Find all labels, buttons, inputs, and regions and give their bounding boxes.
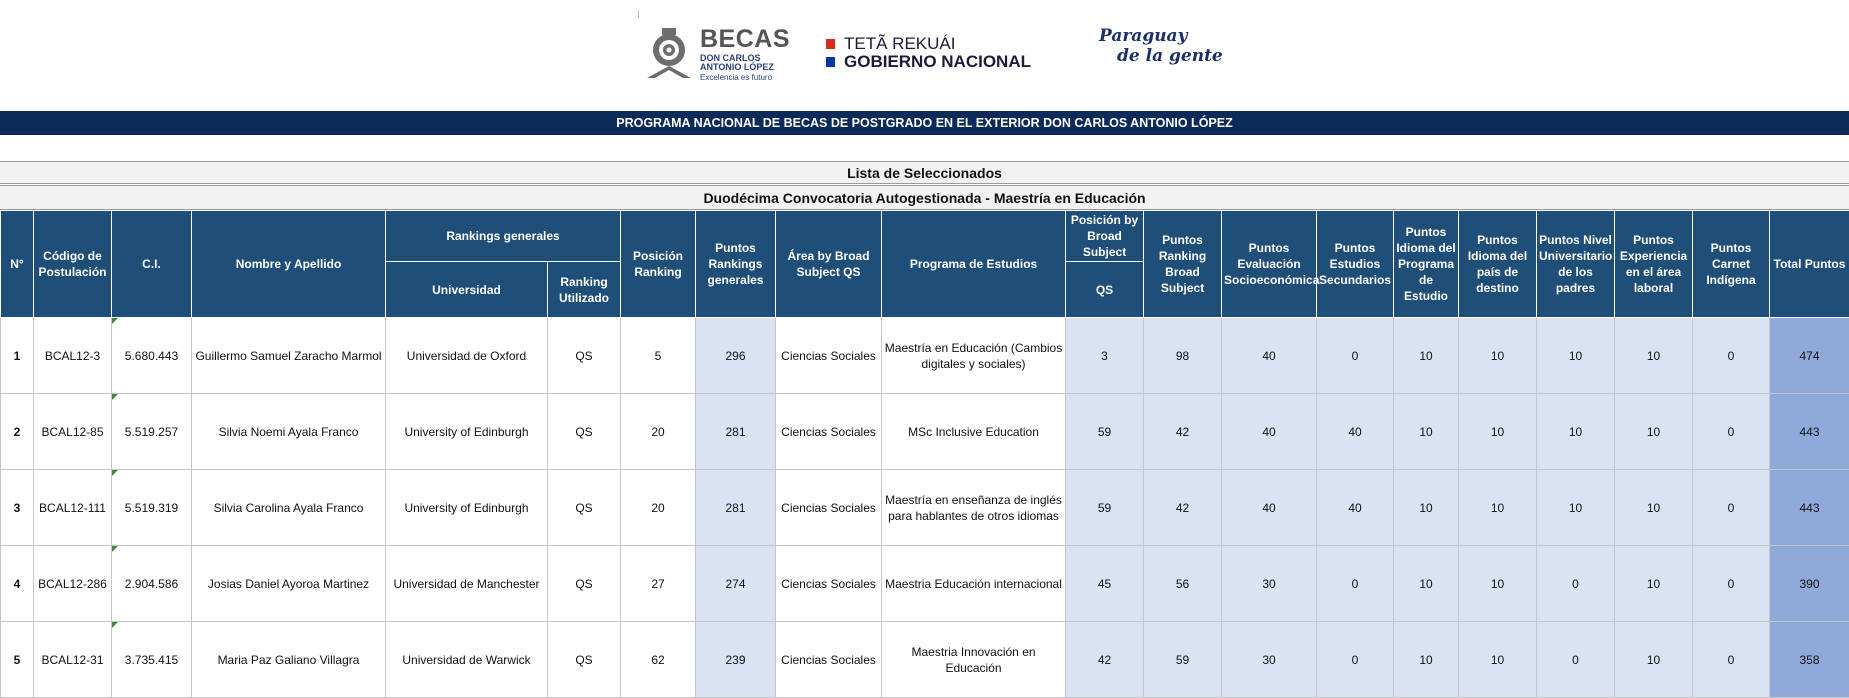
cell-posicion-broad-text: 59 xyxy=(1097,500,1112,515)
cell-ci xyxy=(112,470,192,546)
cell-idioma-programa-text: 10 xyxy=(1419,652,1433,667)
cell-puntos-rankings-text: 281 xyxy=(725,424,746,439)
header-no: N° xyxy=(1,211,34,318)
cell-idioma-programa xyxy=(1394,546,1459,622)
cell-idioma-pais-text: 10 xyxy=(1490,424,1505,439)
cell-universidad xyxy=(386,546,548,622)
header-ranking-utilizado: Ranking Utilizado xyxy=(548,262,621,318)
cell-puntos-rankings xyxy=(696,470,776,546)
cell-experiencia-text: 10 xyxy=(1646,348,1661,363)
header-experiencia: Puntos Experiencia en el área laboral xyxy=(1615,211,1693,318)
cell-nivel-univ-text: 10 xyxy=(1568,500,1583,515)
cell-posicion-broad xyxy=(1066,318,1144,394)
cell-eval-socio-text: 40 xyxy=(1262,424,1276,439)
cell-codigo xyxy=(34,622,112,698)
cell-posicion-ranking xyxy=(621,394,696,470)
cell-puntos-rankings xyxy=(696,622,776,698)
header-carnet: Puntos Carnet Indígena xyxy=(1693,211,1770,318)
cell-ranking-utilizado-text: QS xyxy=(575,652,593,667)
cell-ci-text: 5.519.257 xyxy=(124,424,179,439)
cell-puntos-rankings xyxy=(696,546,776,622)
cell-posicion-broad-text: 45 xyxy=(1097,576,1112,591)
cell-puntos-rankings xyxy=(696,394,776,470)
cell-idioma-programa xyxy=(1394,318,1459,394)
cell-programa xyxy=(882,622,1066,698)
cell-total-text: 358 xyxy=(1799,652,1820,667)
cell-idioma-programa-text: 10 xyxy=(1419,424,1433,439)
cell-idioma-pais xyxy=(1459,470,1537,546)
cell-experiencia xyxy=(1615,470,1693,546)
cell-no xyxy=(1,622,34,698)
cell-total xyxy=(1770,394,1849,470)
cell-nombre xyxy=(192,394,386,470)
cell-nombre-text: Silvia Carolina Ayala Franco xyxy=(213,500,364,515)
cell-codigo xyxy=(34,318,112,394)
cell-codigo xyxy=(34,470,112,546)
cell-total xyxy=(1770,622,1849,698)
cell-estudios-sec-text: 40 xyxy=(1348,500,1362,515)
cell-eval-socio xyxy=(1222,318,1317,394)
cell-puntos-broad-text: 56 xyxy=(1175,576,1190,591)
cell-puntos-rankings xyxy=(696,318,776,394)
cell-ci xyxy=(112,546,192,622)
cell-idioma-pais xyxy=(1459,394,1537,470)
cell-experiencia-text: 10 xyxy=(1646,500,1661,515)
cell-nivel-univ-text: 0 xyxy=(1572,576,1579,591)
cell-posicion-ranking xyxy=(621,546,696,622)
cell-area-text: Ciencias Sociales xyxy=(781,348,876,363)
cell-puntos-rankings-text: 239 xyxy=(725,652,746,667)
cell-nivel-univ-text: 0 xyxy=(1572,652,1579,667)
cell-estudios-sec xyxy=(1317,622,1394,698)
cell-posicion-ranking-text: 62 xyxy=(651,652,665,667)
cell-nombre xyxy=(192,622,386,698)
cell-area xyxy=(776,622,882,698)
cell-programa-text: Maestria Educación internacional xyxy=(885,576,1062,591)
cell-idioma-pais-text: 10 xyxy=(1490,576,1505,591)
cell-posicion-broad-text: 3 xyxy=(1101,348,1108,363)
becas-logo xyxy=(645,24,791,82)
cell-programa xyxy=(882,394,1066,470)
comment-flag-icon xyxy=(112,622,118,628)
cell-total xyxy=(1770,546,1849,622)
cell-experiencia-text: 10 xyxy=(1646,652,1661,667)
cell-no xyxy=(1,318,34,394)
list-title: Lista de Seleccionados xyxy=(0,161,1849,184)
cell-nombre xyxy=(192,546,386,622)
table-row xyxy=(1,318,1849,394)
cell-ranking-utilizado xyxy=(548,394,621,470)
comment-flag-icon xyxy=(112,394,118,400)
becas-tagline: Excelencia es futuro xyxy=(700,73,773,82)
header-nivel-univ: Puntos Nivel Universitario de los padres xyxy=(1537,211,1615,318)
cell-area xyxy=(776,318,882,394)
cell-nombre-text: Guillermo Samuel Zaracho Marmol xyxy=(195,348,382,363)
header-estudios-sec: Puntos Estudios Secundarios xyxy=(1317,211,1394,318)
cell-puntos-broad xyxy=(1144,622,1222,698)
header-idioma-pais: Puntos Idioma del país de destino xyxy=(1459,211,1537,318)
cell-idioma-programa xyxy=(1394,470,1459,546)
cell-puntos-broad xyxy=(1144,394,1222,470)
cell-codigo-text: BCAL12-111 xyxy=(39,500,106,515)
table-row xyxy=(1,622,1849,698)
cell-programa xyxy=(882,546,1066,622)
cell-universidad xyxy=(386,622,548,698)
becas-title: BECAS xyxy=(700,25,791,53)
cell-universidad-text: University of Edinburgh xyxy=(404,424,529,439)
cell-eval-socio-text: 30 xyxy=(1262,652,1276,667)
py-line-2: de la gente xyxy=(1117,46,1223,66)
cell-area-text: Ciencias Sociales xyxy=(781,576,876,591)
cell-no xyxy=(1,394,34,470)
cell-no-text: 2 xyxy=(13,424,21,439)
cell-puntos-broad-text: 42 xyxy=(1175,500,1190,515)
cell-posicion-broad xyxy=(1066,470,1144,546)
cell-universidad-text: Universidad de Manchester xyxy=(393,576,540,591)
cell-ci-text: 5.680.443 xyxy=(124,348,179,363)
cell-carnet-text: 0 xyxy=(1727,500,1735,515)
cell-experiencia xyxy=(1615,394,1693,470)
cell-no-text: 3 xyxy=(13,500,21,515)
header-posicion-broad: Posición by Broad Subject xyxy=(1066,211,1144,262)
cell-programa xyxy=(882,470,1066,546)
cell-ci-text: 5.519.319 xyxy=(124,500,179,515)
cell-carnet xyxy=(1693,622,1770,698)
cell-programa-text: Maestría en Educación (Cambios digitales y sociales) xyxy=(884,340,1063,371)
cell-universidad xyxy=(386,470,548,546)
cell-total xyxy=(1770,318,1849,394)
header-area: Área by Broad Subject QS xyxy=(776,211,882,318)
cell-idioma-programa xyxy=(1394,622,1459,698)
cell-area xyxy=(776,394,882,470)
cell-experiencia-text: 10 xyxy=(1646,424,1661,439)
table-row xyxy=(1,394,1849,470)
cell-posicion-broad xyxy=(1066,622,1144,698)
cell-experiencia-text: 10 xyxy=(1646,576,1661,591)
cell-idioma-pais-text: 10 xyxy=(1490,652,1505,667)
becas-subtitle-2: ANTONIO LÓPEZ xyxy=(700,62,774,72)
cell-codigo-text: BCAL12-286 xyxy=(38,576,107,591)
cell-total xyxy=(1770,470,1849,546)
cell-ranking-utilizado-text: QS xyxy=(575,500,593,515)
cell-posicion-ranking xyxy=(621,622,696,698)
cell-programa-text: Maestría en enseñanza de inglés para hablantes de otros idiomas xyxy=(885,492,1062,523)
comment-flag-icon xyxy=(112,546,118,552)
cell-posicion-broad xyxy=(1066,546,1144,622)
cell-carnet xyxy=(1693,470,1770,546)
becas-subtitle-1: DON CARLOS xyxy=(700,53,761,63)
cell-carnet xyxy=(1693,394,1770,470)
cell-area-text: Ciencias Sociales xyxy=(781,652,876,667)
comment-flag-icon xyxy=(112,470,118,476)
cell-codigo-text: BCAL12-3 xyxy=(44,348,101,363)
cell-carnet-text: 0 xyxy=(1727,652,1735,667)
cell-ci xyxy=(112,394,192,470)
selected-table xyxy=(0,210,1849,698)
cell-ci xyxy=(112,318,192,394)
cell-idioma-pais xyxy=(1459,622,1537,698)
cell-estudios-sec xyxy=(1317,470,1394,546)
cell-nombre xyxy=(192,318,386,394)
cell-idioma-programa-text: 10 xyxy=(1419,576,1433,591)
cell-nombre-text: Josias Daniel Ayoroa Martinez xyxy=(207,576,370,591)
cell-nombre-text: Silvia Noemi Ayala Franco xyxy=(218,424,359,439)
header-qs: QS xyxy=(1066,262,1144,318)
cell-idioma-pais xyxy=(1459,546,1537,622)
cell-codigo xyxy=(34,546,112,622)
cell-carnet-text: 0 xyxy=(1727,576,1735,591)
cell-ci-text: 3.735.415 xyxy=(124,652,179,667)
cell-puntos-broad-text: 98 xyxy=(1175,348,1190,363)
header-universidad: Universidad xyxy=(386,262,548,318)
cell-nombre xyxy=(192,470,386,546)
gov-line-2: GOBIERNO NACIONAL xyxy=(844,52,1031,71)
cell-posicion-ranking-text: 20 xyxy=(651,424,665,439)
cell-puntos-broad xyxy=(1144,318,1222,394)
header-ci: C.I. xyxy=(112,211,192,318)
cell-experiencia xyxy=(1615,318,1693,394)
cell-carnet-text: 0 xyxy=(1727,348,1735,363)
cell-ranking-utilizado-text: QS xyxy=(575,348,593,363)
blue-square-icon xyxy=(826,57,835,67)
call-title: Duodécima Convocatoria Autogestionada - Maestría en Educación xyxy=(0,185,1849,210)
cell-universidad xyxy=(386,394,548,470)
cell-eval-socio xyxy=(1222,470,1317,546)
cell-universidad-text: Universidad de Warwick xyxy=(402,652,531,667)
cell-posicion-broad xyxy=(1066,394,1144,470)
cell-no xyxy=(1,546,34,622)
cell-codigo-text: BCAL12-31 xyxy=(41,652,104,667)
logos-header xyxy=(0,0,1849,111)
cell-puntos-broad-text: 42 xyxy=(1175,424,1190,439)
cell-carnet xyxy=(1693,546,1770,622)
cell-posicion-ranking-text: 27 xyxy=(651,576,665,591)
cell-carnet xyxy=(1693,318,1770,394)
cell-eval-socio-text: 40 xyxy=(1262,500,1276,515)
cell-no-text: 1 xyxy=(13,348,21,363)
cell-area-text: Ciencias Sociales xyxy=(781,500,876,515)
header-posicion-ranking: Posición Ranking xyxy=(621,211,696,318)
cell-total-text: 390 xyxy=(1799,576,1820,591)
cell-ranking-utilizado-text: QS xyxy=(575,424,593,439)
table-row xyxy=(1,546,1849,622)
cell-puntos-rankings-text: 274 xyxy=(725,576,746,591)
cell-eval-socio-text: 30 xyxy=(1262,576,1276,591)
table-row xyxy=(1,470,1849,546)
comment-flag-icon xyxy=(112,318,118,324)
cell-estudios-sec-text: 0 xyxy=(1351,348,1359,363)
cell-posicion-broad-text: 59 xyxy=(1097,424,1112,439)
cell-estudios-sec-text: 0 xyxy=(1351,576,1359,591)
cell-puntos-rankings-text: 296 xyxy=(725,348,746,363)
cell-no-text: 4 xyxy=(13,576,21,591)
cell-total-text: 443 xyxy=(1799,424,1820,439)
cell-nivel-univ xyxy=(1537,394,1615,470)
cell-nombre-text: Maria Paz Galiano Villagra xyxy=(217,652,360,667)
cell-estudios-sec-text: 0 xyxy=(1351,652,1359,667)
cell-puntos-broad xyxy=(1144,470,1222,546)
cell-posicion-ranking-text: 5 xyxy=(654,348,662,363)
cell-idioma-programa xyxy=(1394,394,1459,470)
cell-eval-socio xyxy=(1222,622,1317,698)
cell-no xyxy=(1,470,34,546)
cell-experiencia xyxy=(1615,622,1693,698)
cell-nivel-univ-text: 10 xyxy=(1568,424,1583,439)
cell-experiencia xyxy=(1615,546,1693,622)
program-banner: PROGRAMA NACIONAL DE BECAS DE POSTGRADO EN EL EXTERIOR DON CARLOS ANTONIO LÓPEZ xyxy=(0,111,1849,135)
cell-total-text: 474 xyxy=(1799,348,1820,363)
paraguay-logo xyxy=(1099,26,1223,66)
cell-universidad-text: Universidad de Oxford xyxy=(406,348,527,363)
cell-eval-socio xyxy=(1222,394,1317,470)
cell-carnet-text: 0 xyxy=(1727,424,1735,439)
cell-ranking-utilizado-text: QS xyxy=(575,576,593,591)
cell-total-text: 443 xyxy=(1799,500,1820,515)
cell-area xyxy=(776,546,882,622)
cell-universidad xyxy=(386,318,548,394)
header-total: Total Puntos xyxy=(1770,211,1849,318)
gobierno-logo xyxy=(826,35,1031,71)
cell-idioma-pais-text: 10 xyxy=(1490,500,1505,515)
cell-posicion-ranking xyxy=(621,470,696,546)
cell-estudios-sec-text: 40 xyxy=(1348,424,1362,439)
cell-programa-text: Maestria Innovación en Educación xyxy=(911,644,1036,675)
cell-estudios-sec xyxy=(1317,546,1394,622)
cell-area-text: Ciencias Sociales xyxy=(781,424,876,439)
header-rankings-generales: Rankings generales xyxy=(386,211,621,262)
locomotive-emblem-icon xyxy=(645,26,693,80)
header-idioma-programa: Puntos Idioma del Programa de Estudio xyxy=(1394,211,1459,318)
cell-posicion-ranking-text: 20 xyxy=(651,500,665,515)
cell-estudios-sec xyxy=(1317,394,1394,470)
cell-idioma-pais xyxy=(1459,318,1537,394)
cell-ranking-utilizado xyxy=(548,546,621,622)
cell-marker xyxy=(638,10,639,18)
cell-ci xyxy=(112,622,192,698)
gov-line-1: TETÃ REKUÁI xyxy=(844,34,956,53)
cell-codigo-text: BCAL12-85 xyxy=(41,424,104,439)
cell-nivel-univ xyxy=(1537,546,1615,622)
cell-codigo xyxy=(34,394,112,470)
header-eval-socio: Puntos Evaluación Socioeconómica xyxy=(1222,211,1317,318)
cell-posicion-ranking xyxy=(621,318,696,394)
cell-area xyxy=(776,470,882,546)
cell-ranking-utilizado xyxy=(548,470,621,546)
cell-nivel-univ xyxy=(1537,470,1615,546)
cell-programa xyxy=(882,318,1066,394)
cell-eval-socio xyxy=(1222,546,1317,622)
cell-estudios-sec xyxy=(1317,318,1394,394)
cell-idioma-programa-text: 10 xyxy=(1419,348,1433,363)
cell-programa-text: MSc Inclusive Education xyxy=(908,424,1039,439)
header-codigo: Código de Postulación xyxy=(34,211,112,318)
cell-idioma-programa-text: 10 xyxy=(1419,500,1433,515)
cell-puntos-rankings-text: 281 xyxy=(725,500,746,515)
py-line-1: Paraguay xyxy=(1099,26,1188,46)
header-nombre: Nombre y Apellido xyxy=(192,211,386,318)
cell-universidad-text: University of Edinburgh xyxy=(404,500,529,515)
cell-ranking-utilizado xyxy=(548,318,621,394)
header-puntos-broad: Puntos Ranking Broad Subject xyxy=(1144,211,1222,318)
cell-ranking-utilizado xyxy=(548,622,621,698)
cell-nivel-univ xyxy=(1537,622,1615,698)
cell-posicion-broad-text: 42 xyxy=(1097,652,1112,667)
cell-nivel-univ xyxy=(1537,318,1615,394)
cell-nivel-univ-text: 10 xyxy=(1568,348,1583,363)
cell-puntos-broad xyxy=(1144,546,1222,622)
header-programa: Programa de Estudios xyxy=(882,211,1066,318)
cell-eval-socio-text: 40 xyxy=(1262,348,1276,363)
cell-no-text: 5 xyxy=(13,652,21,667)
header-puntos-rankings: Puntos Rankings generales xyxy=(696,211,776,318)
cell-puntos-broad-text: 59 xyxy=(1175,652,1190,667)
cell-ci-text: 2.904.586 xyxy=(124,576,179,591)
red-square-icon xyxy=(826,39,835,49)
cell-idioma-pais-text: 10 xyxy=(1490,348,1505,363)
